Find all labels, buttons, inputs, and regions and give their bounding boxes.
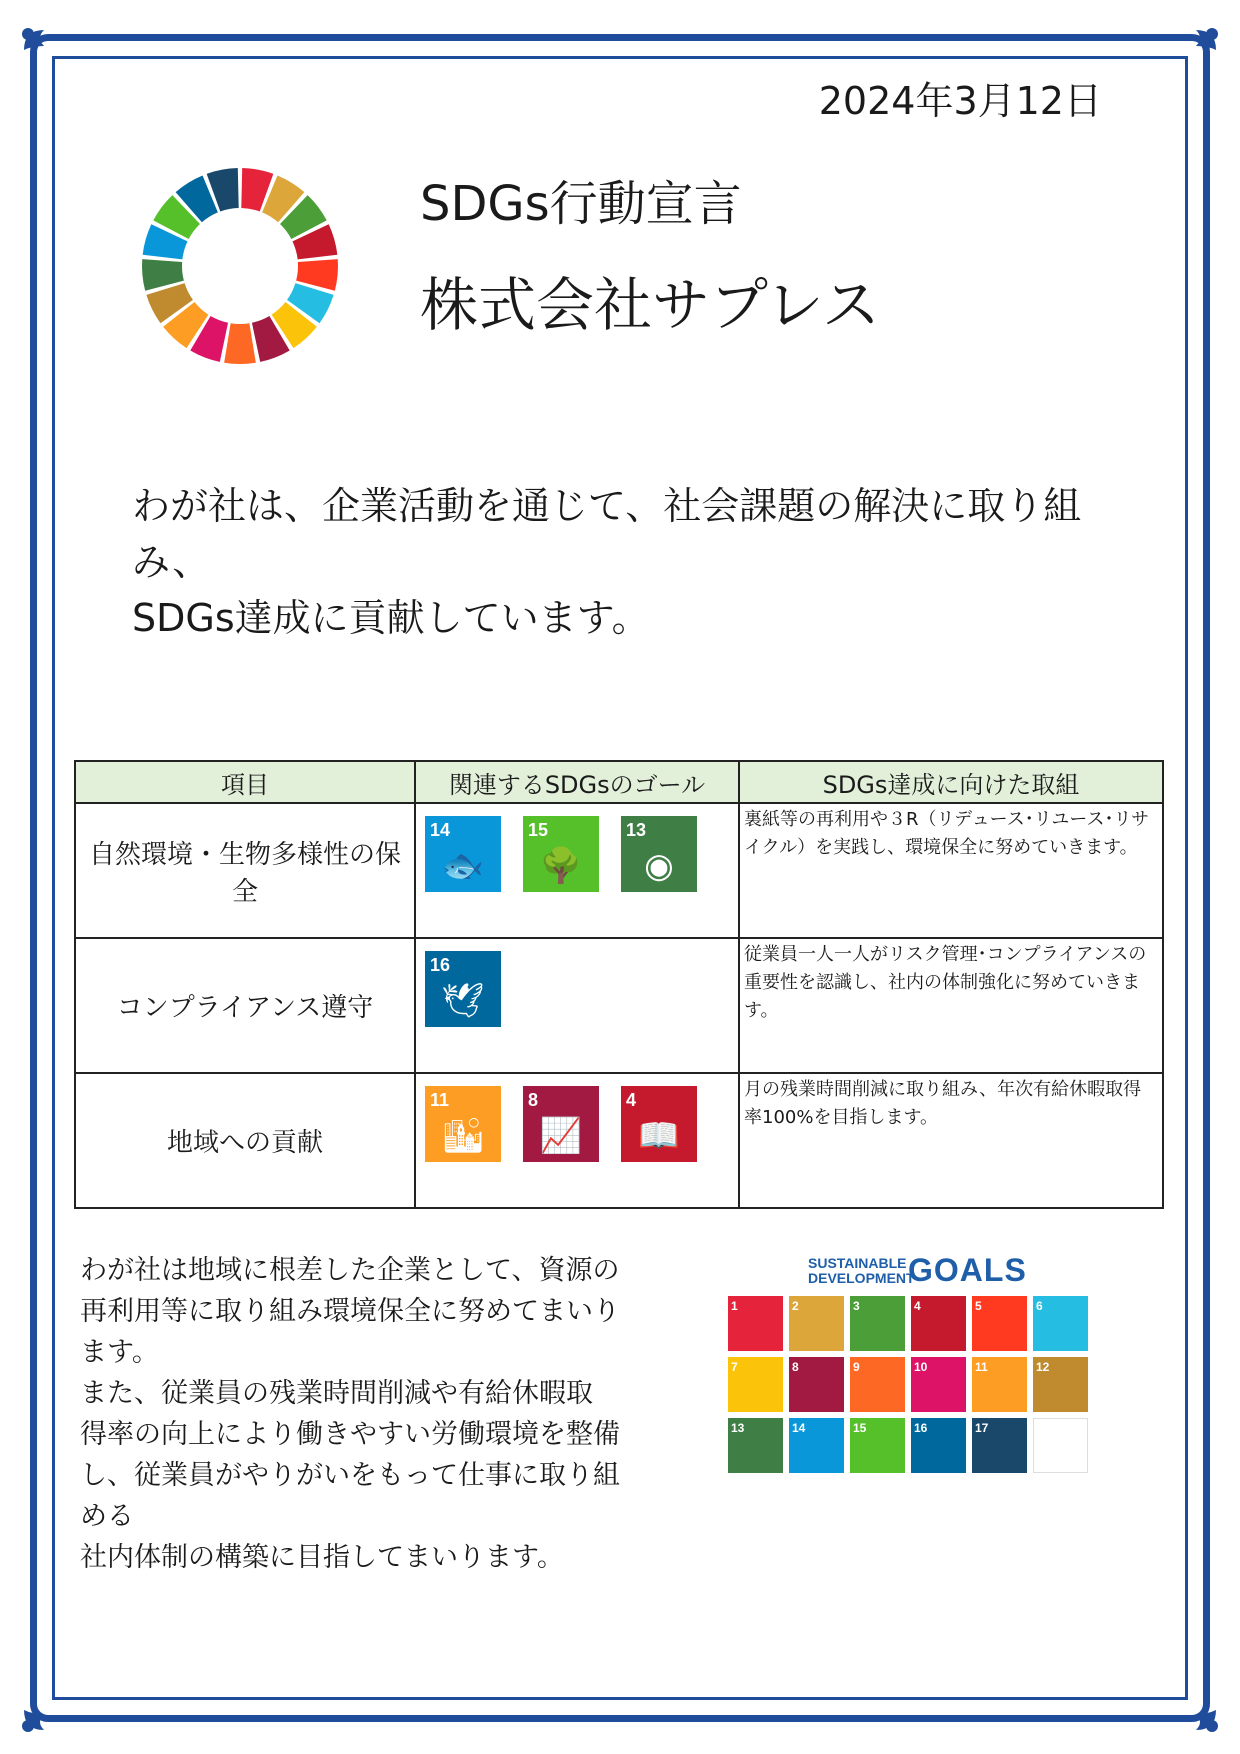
sdg-goal-4-tile (621, 1086, 697, 1162)
sdg-goal-14-tile (425, 816, 501, 892)
table-header: 項目 (75, 761, 415, 803)
lead-statement (132, 478, 1132, 646)
table-row (75, 1073, 1163, 1208)
dove-icon: 🕊 (441, 982, 485, 1020)
table-header: SDGs達成に向けた取組 (739, 761, 1163, 803)
sdg-table (74, 760, 1164, 1209)
table-row (75, 938, 1163, 1073)
lead-line: わが社は、企業活動を通じて、社会課題の解決に取り組み、 (132, 484, 1082, 584)
closing-line: し、従業員がやりがいをもって仕事に取り組める (80, 1460, 620, 1532)
table-header: 関連するSDGsのゴール (415, 761, 739, 803)
closing-line: 再利用等に取り組み環境保全に努めてまいり (80, 1296, 620, 1327)
action-cell: 従業員一人一人がリスク管理･コンプライアンスの重要性を認識し、社内の体制強化に努めていきます。 (739, 938, 1163, 1073)
sdg-logo-heading (808, 1252, 1027, 1288)
sdg-logo-tile: 3 (850, 1296, 905, 1351)
item-cell: 自然環境・生物多様性の保全 (75, 803, 415, 938)
sdgs-wheel-icon (140, 166, 340, 366)
goal-number: 15 (528, 820, 549, 840)
fish-icon: 🐟 (441, 847, 485, 885)
closing-line: わが社は地域に根差した企業として、資源の (80, 1255, 620, 1286)
company-name: 株式会社サプレス (420, 271, 880, 339)
item-cell: コンプライアンス遵守 (75, 938, 415, 1073)
sdg-logo-tile: 14 (789, 1418, 844, 1473)
sdg-logo-tile: 12 (1033, 1357, 1088, 1412)
table-row (75, 803, 1163, 938)
sdg-logo-tile: 15 (850, 1418, 905, 1473)
sdg-logo-tile: 16 (911, 1418, 966, 1473)
goal-number: 13 (626, 820, 647, 840)
sdg-logo-tile: 6 (1033, 1296, 1088, 1351)
sdg-goals-grid (728, 1296, 1088, 1473)
corner-ornament-icon (14, 1680, 74, 1740)
goal-number: 11 (430, 1090, 450, 1110)
closing-line: 得率の向上により働きやすい労働環境を整備 (80, 1419, 620, 1450)
goal-number: 4 (626, 1090, 637, 1110)
sdg-logo-tile: 10 (911, 1357, 966, 1412)
logo-line: DEVELOPMENT (808, 1270, 915, 1286)
sdg-logo-tile: 5 (972, 1296, 1027, 1351)
sdg-logo-tile (1033, 1418, 1088, 1473)
item-cell: 地域への貢献 (75, 1073, 415, 1208)
sdg-goal-16-tile (425, 951, 501, 1027)
sdg-logo-tile: 7 (728, 1357, 783, 1412)
page-title: SDGs行動宣言 (420, 176, 742, 232)
logo-goals-word: GOALS (908, 1252, 1027, 1288)
sdg-logo-tile: 1 (728, 1296, 783, 1351)
sdg-goal-11-tile (425, 1086, 501, 1162)
closing-line: また、従業員の残業時間削減や有給休暇取 (80, 1378, 593, 1409)
sdg-logo-tile: 2 (789, 1296, 844, 1351)
sdg-logo-tile: 11 (972, 1357, 1027, 1412)
goals-cell (415, 938, 739, 1073)
goals-cell (415, 1073, 739, 1208)
eye-icon: ◉ (644, 847, 674, 885)
action-cell: 月の残業時間削減に取り組み、年次有給休暇取得率100%を目指します。 (739, 1073, 1163, 1208)
action-cell: 裏紙等の再利用や３R（リデュース･リユース･リサイクル）を実践し、環境保全に努めていきます。 (739, 803, 1163, 938)
sdg-logo-tile: 13 (728, 1418, 783, 1473)
corner-ornament-icon (14, 20, 74, 80)
sdg-goal-8-tile (523, 1086, 599, 1162)
corner-ornament-icon (1166, 1680, 1226, 1740)
sdg-logo-tile: 9 (850, 1357, 905, 1412)
goal-number: 8 (528, 1090, 539, 1110)
tree-icon: 🌳 (539, 847, 583, 885)
closing-statement (80, 1250, 640, 1578)
closing-line: 社内体制の構築に目指してまいります。 (80, 1542, 564, 1573)
goal-number: 14 (430, 820, 451, 840)
goals-cell (415, 803, 739, 938)
sdg-goals-logo (728, 1252, 1098, 1476)
date: 2024年3月12日 (818, 79, 1102, 123)
sdg-goal-15-tile (523, 816, 599, 892)
logo-line: SUSTAINABLE (808, 1255, 907, 1271)
lead-line: SDGs達成に貢献しています。 (132, 596, 650, 640)
closing-line: ます。 (80, 1337, 159, 1368)
goal-number: 16 (430, 955, 451, 975)
book-icon: 📖 (637, 1117, 681, 1155)
growth-icon: 📈 (539, 1117, 583, 1155)
corner-ornament-icon (1166, 20, 1226, 80)
sdg-logo-tile: 17 (972, 1418, 1027, 1473)
sdg-logo-tile: 4 (911, 1296, 966, 1351)
city-icon: 🏙 (441, 1117, 485, 1155)
sdg-logo-tile: 8 (789, 1357, 844, 1412)
wheel-segment (224, 323, 256, 364)
sdg-goal-13-tile (621, 816, 697, 892)
